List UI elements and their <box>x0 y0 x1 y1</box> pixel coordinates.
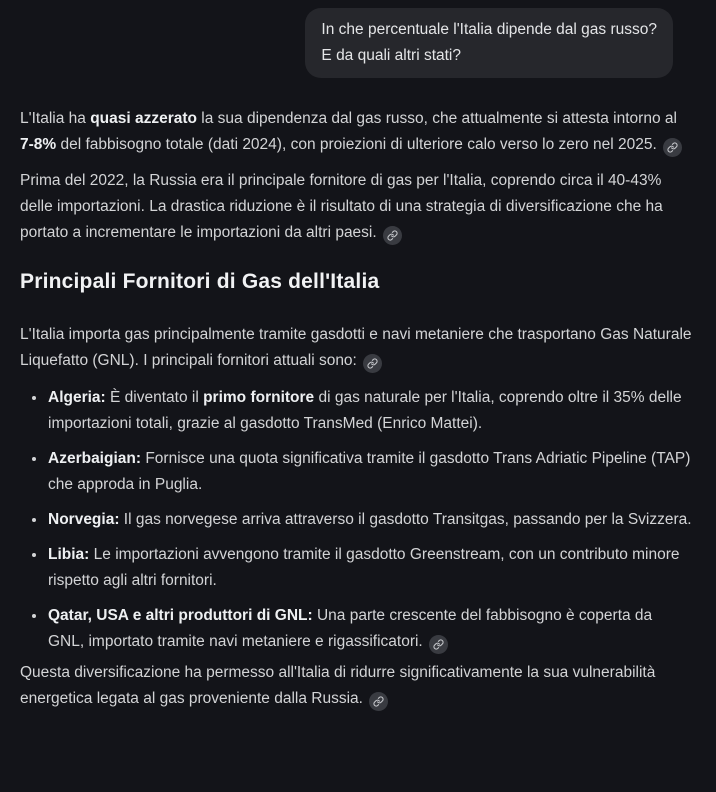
text-segment: Algeria: <box>48 389 106 406</box>
list-item-algeria <box>47 385 692 437</box>
assistant-paragraph-3 <box>20 322 692 374</box>
link-icon <box>433 639 444 650</box>
list-item-norvegia <box>47 507 692 533</box>
text-segment: L'Italia ha <box>20 110 91 127</box>
list-item-text <box>48 511 692 528</box>
text-segment: Azerbaigian: <box>48 450 142 467</box>
text-segment: È diventato il <box>105 389 204 406</box>
link-icon <box>387 230 398 241</box>
list-item-text <box>48 389 682 432</box>
list-item-text <box>48 450 690 493</box>
citation-chip[interactable] <box>363 354 382 373</box>
text-segment: quasi azzerato <box>90 110 197 127</box>
text-segment: 7-8% <box>20 136 57 153</box>
text-segment: Qatar, USA e altri produttori di GNL: <box>48 607 313 624</box>
text-segment: Fornisce una quota significativa tramite il gasdotto Trans Adriatic Pipeline (TAP) che approda in Puglia. <box>48 450 691 493</box>
list-item-text <box>48 607 652 650</box>
paragraph-text <box>20 110 677 153</box>
citation-chip[interactable] <box>369 692 388 711</box>
list-item-libia <box>47 542 692 594</box>
text-segment: Le importazioni avvengono tramite il gasdotto Greenstream, con un contributo minore rispetto agli altri fornitori. <box>48 546 680 589</box>
text-segment: Norvegia: <box>48 511 120 528</box>
assistant-paragraph-4 <box>20 660 692 712</box>
suppliers-list <box>20 385 692 655</box>
user-message-line: E da quali altri stati? <box>321 47 461 64</box>
paragraph-text <box>20 664 655 707</box>
text-segment: di gas naturale per l'Italia, coprendo oltre il 35% delle importazioni totali, grazie al gasdotto TransMed (Enrico Mattei). <box>48 389 682 432</box>
citation-chip[interactable] <box>383 226 402 245</box>
section-heading: Principali Fornitori di Gas dell'Italia <box>20 270 380 293</box>
text-segment: Una parte crescente del fabbisogno è coperta da GNL, importato tramite navi metaniere e rigassificatori. <box>48 607 653 650</box>
text-segment: primo fornitore <box>203 389 315 406</box>
link-icon <box>367 358 378 369</box>
text-segment: del fabbisogno totale (dati 2024), con proiezioni di ulteriore calo verso lo zero nel 2025. <box>56 136 657 153</box>
citation-chip[interactable] <box>429 635 448 654</box>
paragraph-text <box>20 172 663 241</box>
paragraph-text <box>20 326 692 369</box>
user-message-bubble <box>305 8 673 78</box>
assistant-message <box>20 106 692 712</box>
text-segment: Libia: <box>48 546 90 563</box>
user-message-row <box>20 8 673 78</box>
list-item-text <box>48 546 680 589</box>
link-icon <box>373 696 384 707</box>
text-segment: la sua dipendenza dal gas russo, che attualmente si attesta intorno al <box>197 110 677 127</box>
user-message-line: In che percentuale l'Italia dipende dal gas russo? <box>321 21 657 38</box>
assistant-paragraph-1 <box>20 106 692 158</box>
list-item-qatar-usa-gnl <box>47 603 692 655</box>
list-item-azerbaigian <box>47 446 692 498</box>
citation-chip[interactable] <box>663 138 682 157</box>
text-segment: Questa diversificazione ha permesso all'Italia di ridurre significativamente la sua vulnerabilità energetica legata al gas proveniente dalla Russia. <box>20 664 656 707</box>
text-segment: Prima del 2022, la Russia era il principale fornitore di gas per l'Italia, coprendo circa il 40-43% delle importazioni. La drastica riduzione è il risultato di una strategia di diversificazione che ha portato a incrementare le importazioni da altri paesi. <box>20 172 663 241</box>
link-icon <box>667 142 678 153</box>
text-segment: L'Italia importa gas principalmente tramite gasdotti e navi metaniere che trasportano Gas Naturale Liquefatto (GNL). I principali fornitori attuali sono: <box>20 326 692 369</box>
assistant-paragraph-2 <box>20 168 692 246</box>
text-segment: Il gas norvegese arriva attraverso il gasdotto Transitgas, passando per la Svizzera. <box>119 511 692 528</box>
